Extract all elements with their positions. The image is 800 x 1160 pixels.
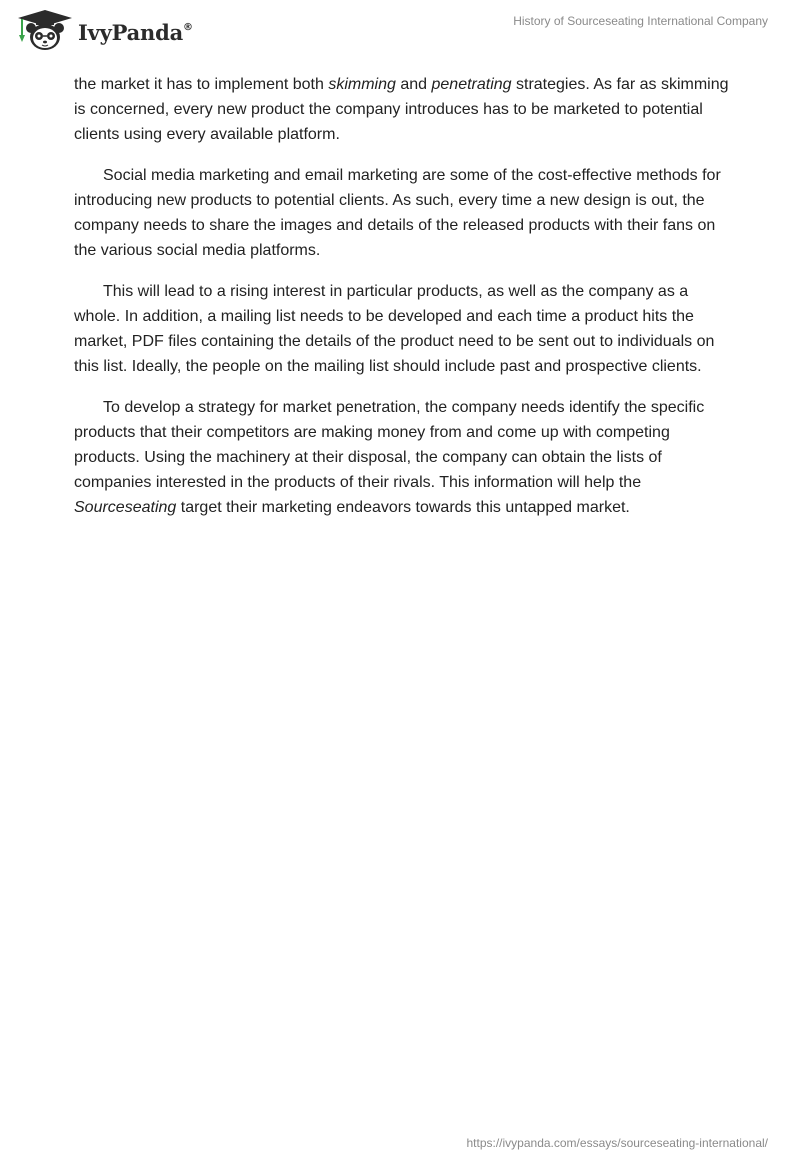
text-run: target their marketing endeavors towards this untapped market. [176,499,630,516]
text-run: the market it has to implement both [74,76,329,93]
text-run: strategies. As far as skimming is concerned, every new product the company introduces has to be marketed to potential clients using every available platform. [74,76,729,143]
paragraph-2: Social media marketing and email marketing are some of the cost-effective methods for introducing new products to potential clients. As such, every time a new design is out, the company needs to share the images and details of the released products with their fans on the various social media platforms. [74,167,721,259]
emphasis-sourceseating: Sourceseating [74,499,177,516]
document-title: History of Sourceseating International Company [513,14,768,28]
brand-name[interactable] [78,20,193,45]
registered-mark: ® [183,22,193,33]
page-header [0,0,800,64]
paragraph-1 [74,72,730,147]
text-run: and [395,76,432,93]
text-run: To develop a strategy for market penetration, the company needs identify the specific products that their competitors are making money from and come up with competing products. Using the machinery at their disposal, the company can obtain the lists of companies interested in the products of their rivals. This information will help the [74,399,705,491]
brand-name-text: IvyPanda [78,20,184,45]
panda-graduate-icon[interactable] [14,8,76,52]
paragraph-4 [74,395,730,520]
essay-body [74,72,730,536]
paragraph-3: This will lead to a rising interest in particular products, as well as the company as a whole. In addition, a mailing list needs to be developed and each time a product hits the market, PDF files containing the details of the product need to be sent out to individuals on this list. Ideally, the people on the mailing list should include past and prospective clients. [74,283,715,375]
emphasis-skimming: skimming [328,76,396,93]
emphasis-penetrating: penetrating [431,76,512,93]
source-url-link[interactable]: https://ivypanda.com/essays/sourceseating-international/ [466,1136,768,1150]
